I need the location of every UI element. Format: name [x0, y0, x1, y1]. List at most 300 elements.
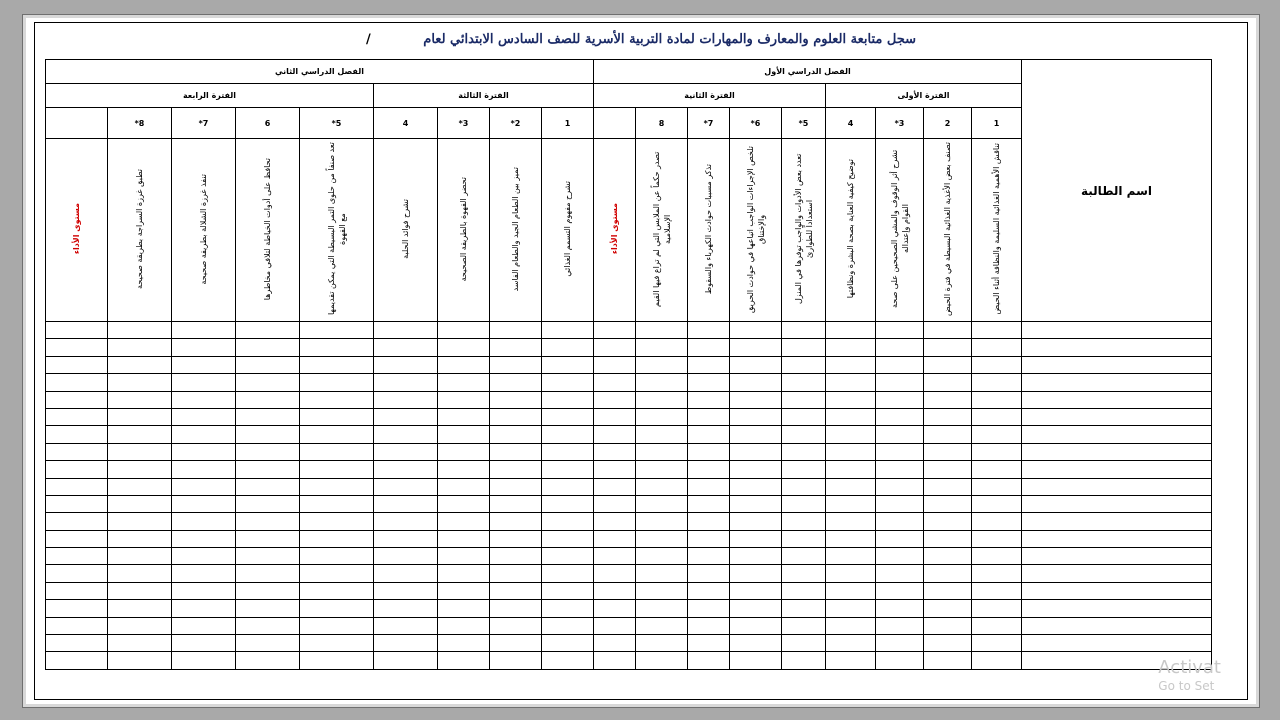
grade-cell[interactable]	[108, 408, 172, 425]
grade-cell[interactable]	[46, 443, 108, 460]
grade-cell[interactable]	[490, 548, 542, 565]
grade-cell[interactable]	[924, 582, 972, 599]
grade-cell[interactable]	[542, 339, 594, 356]
grade-cell[interactable]	[46, 530, 108, 547]
grade-cell[interactable]	[542, 617, 594, 634]
grade-cell[interactable]	[46, 478, 108, 495]
grade-cell[interactable]	[782, 426, 826, 443]
grade-cell[interactable]	[730, 652, 782, 669]
grade-cell[interactable]	[636, 652, 688, 669]
grade-cell[interactable]	[172, 617, 236, 634]
grade-cell[interactable]	[782, 339, 826, 356]
grade-cell[interactable]	[108, 461, 172, 478]
grade-cell[interactable]	[594, 374, 636, 391]
grade-cell[interactable]	[300, 582, 374, 599]
grade-cell[interactable]	[636, 356, 688, 373]
grade-cell[interactable]	[438, 443, 490, 460]
grade-cell[interactable]	[636, 530, 688, 547]
grade-cell[interactable]	[542, 426, 594, 443]
grade-cell[interactable]	[876, 408, 924, 425]
grade-cell[interactable]	[876, 478, 924, 495]
grade-cell[interactable]	[438, 478, 490, 495]
grade-cell[interactable]	[236, 495, 300, 512]
grade-cell[interactable]	[374, 391, 438, 408]
grade-cell[interactable]	[594, 443, 636, 460]
grade-cell[interactable]	[876, 582, 924, 599]
grade-cell[interactable]	[172, 513, 236, 530]
grade-cell[interactable]	[490, 426, 542, 443]
grade-cell[interactable]	[826, 635, 876, 652]
grade-cell[interactable]	[594, 652, 636, 669]
grade-cell[interactable]	[594, 408, 636, 425]
grade-cell[interactable]	[46, 495, 108, 512]
grade-cell[interactable]	[490, 408, 542, 425]
grade-cell[interactable]	[46, 408, 108, 425]
grade-cell[interactable]	[876, 513, 924, 530]
grade-cell[interactable]	[782, 461, 826, 478]
grade-cell[interactable]	[924, 443, 972, 460]
grade-cell[interactable]	[542, 565, 594, 582]
grade-cell[interactable]	[924, 426, 972, 443]
grade-cell[interactable]	[636, 582, 688, 599]
grade-cell[interactable]	[876, 339, 924, 356]
grade-cell[interactable]	[542, 478, 594, 495]
grade-cell[interactable]	[490, 600, 542, 617]
grade-cell[interactable]	[490, 635, 542, 652]
grade-cell[interactable]	[438, 513, 490, 530]
grade-cell[interactable]	[826, 530, 876, 547]
grade-cell[interactable]	[782, 374, 826, 391]
grade-cell[interactable]	[594, 478, 636, 495]
grade-cell[interactable]	[594, 530, 636, 547]
grade-cell[interactable]	[374, 426, 438, 443]
grade-cell[interactable]	[300, 356, 374, 373]
grade-cell[interactable]	[542, 530, 594, 547]
grade-cell[interactable]	[782, 600, 826, 617]
grade-cell[interactable]	[374, 443, 438, 460]
grade-cell[interactable]	[236, 617, 300, 634]
grade-cell[interactable]	[490, 495, 542, 512]
grade-cell[interactable]	[172, 565, 236, 582]
grade-cell[interactable]	[924, 600, 972, 617]
grade-cell[interactable]	[826, 356, 876, 373]
grade-cell[interactable]	[636, 443, 688, 460]
grade-cell[interactable]	[972, 600, 1022, 617]
grade-cell[interactable]	[46, 582, 108, 599]
grade-cell[interactable]	[730, 478, 782, 495]
grade-cell[interactable]	[374, 530, 438, 547]
grade-cell[interactable]	[108, 617, 172, 634]
grade-cell[interactable]	[490, 443, 542, 460]
grade-cell[interactable]	[636, 495, 688, 512]
grade-cell[interactable]	[490, 617, 542, 634]
grade-cell[interactable]	[108, 356, 172, 373]
grade-cell[interactable]	[730, 339, 782, 356]
grade-cell[interactable]	[438, 617, 490, 634]
grade-cell[interactable]	[300, 548, 374, 565]
grade-cell[interactable]	[924, 374, 972, 391]
grade-cell[interactable]	[300, 443, 374, 460]
grade-cell[interactable]	[108, 322, 172, 339]
grade-cell[interactable]	[594, 495, 636, 512]
grade-cell[interactable]	[972, 530, 1022, 547]
grade-cell[interactable]	[490, 461, 542, 478]
grade-cell[interactable]	[594, 391, 636, 408]
grade-cell[interactable]	[594, 600, 636, 617]
grade-cell[interactable]	[490, 339, 542, 356]
grade-cell[interactable]	[924, 356, 972, 373]
grade-cell[interactable]	[374, 478, 438, 495]
grade-cell[interactable]	[782, 443, 826, 460]
grade-cell[interactable]	[46, 461, 108, 478]
grade-cell[interactable]	[924, 635, 972, 652]
grade-cell[interactable]	[172, 322, 236, 339]
grade-cell[interactable]	[876, 322, 924, 339]
grade-cell[interactable]	[438, 530, 490, 547]
grade-cell[interactable]	[876, 548, 924, 565]
grade-cell[interactable]	[236, 565, 300, 582]
grade-cell[interactable]	[594, 356, 636, 373]
grade-cell[interactable]	[542, 495, 594, 512]
grade-cell[interactable]	[108, 530, 172, 547]
grade-cell[interactable]	[730, 582, 782, 599]
grade-cell[interactable]	[46, 356, 108, 373]
grade-cell[interactable]	[46, 322, 108, 339]
grade-cell[interactable]	[236, 443, 300, 460]
grade-cell[interactable]	[636, 478, 688, 495]
grade-cell[interactable]	[636, 408, 688, 425]
grade-cell[interactable]	[730, 461, 782, 478]
grade-cell[interactable]	[542, 391, 594, 408]
grade-cell[interactable]	[300, 478, 374, 495]
grade-cell[interactable]	[730, 495, 782, 512]
grade-cell[interactable]	[490, 374, 542, 391]
grade-cell[interactable]	[236, 461, 300, 478]
student-name-cell[interactable]	[1022, 408, 1212, 425]
grade-cell[interactable]	[438, 565, 490, 582]
grade-cell[interactable]	[172, 391, 236, 408]
grade-cell[interactable]	[438, 426, 490, 443]
grade-cell[interactable]	[172, 635, 236, 652]
grade-cell[interactable]	[972, 635, 1022, 652]
grade-cell[interactable]	[438, 582, 490, 599]
grade-cell[interactable]	[300, 530, 374, 547]
grade-cell[interactable]	[972, 478, 1022, 495]
grade-cell[interactable]	[542, 635, 594, 652]
grade-cell[interactable]	[374, 513, 438, 530]
grade-cell[interactable]	[542, 582, 594, 599]
grade-cell[interactable]	[782, 548, 826, 565]
grade-cell[interactable]	[730, 356, 782, 373]
grade-cell[interactable]	[236, 339, 300, 356]
grade-cell[interactable]	[490, 322, 542, 339]
grade-cell[interactable]	[924, 565, 972, 582]
grade-cell[interactable]	[876, 565, 924, 582]
grade-cell[interactable]	[730, 391, 782, 408]
grade-cell[interactable]	[438, 652, 490, 669]
grade-cell[interactable]	[490, 356, 542, 373]
grade-cell[interactable]	[374, 374, 438, 391]
grade-cell[interactable]	[108, 495, 172, 512]
grade-cell[interactable]	[782, 356, 826, 373]
grade-cell[interactable]	[374, 339, 438, 356]
student-name-cell[interactable]	[1022, 617, 1212, 634]
grade-cell[interactable]	[636, 339, 688, 356]
grade-cell[interactable]	[108, 339, 172, 356]
grade-cell[interactable]	[782, 495, 826, 512]
grade-cell[interactable]	[594, 339, 636, 356]
grade-cell[interactable]	[108, 652, 172, 669]
grade-cell[interactable]	[300, 322, 374, 339]
grade-cell[interactable]	[438, 635, 490, 652]
grade-cell[interactable]	[688, 339, 730, 356]
student-name-cell[interactable]	[1022, 356, 1212, 373]
grade-cell[interactable]	[542, 322, 594, 339]
grade-cell[interactable]	[826, 426, 876, 443]
grade-cell[interactable]	[688, 652, 730, 669]
grade-cell[interactable]	[636, 635, 688, 652]
grade-cell[interactable]	[782, 617, 826, 634]
grade-cell[interactable]	[730, 600, 782, 617]
grade-cell[interactable]	[730, 530, 782, 547]
grade-cell[interactable]	[688, 548, 730, 565]
grade-cell[interactable]	[876, 356, 924, 373]
grade-cell[interactable]	[108, 513, 172, 530]
grade-cell[interactable]	[688, 322, 730, 339]
grade-cell[interactable]	[172, 356, 236, 373]
grade-cell[interactable]	[300, 635, 374, 652]
grade-cell[interactable]	[438, 600, 490, 617]
grade-cell[interactable]	[172, 652, 236, 669]
grade-cell[interactable]	[236, 548, 300, 565]
grade-cell[interactable]	[972, 443, 1022, 460]
grade-cell[interactable]	[636, 548, 688, 565]
grade-cell[interactable]	[876, 652, 924, 669]
grade-cell[interactable]	[374, 600, 438, 617]
grade-cell[interactable]	[826, 565, 876, 582]
grade-cell[interactable]	[374, 617, 438, 634]
grade-cell[interactable]	[438, 356, 490, 373]
grade-cell[interactable]	[542, 600, 594, 617]
grade-cell[interactable]	[46, 548, 108, 565]
grade-cell[interactable]	[972, 652, 1022, 669]
grade-cell[interactable]	[636, 461, 688, 478]
grade-cell[interactable]	[924, 495, 972, 512]
grade-cell[interactable]	[876, 600, 924, 617]
grade-cell[interactable]	[688, 530, 730, 547]
grade-cell[interactable]	[374, 652, 438, 669]
grade-cell[interactable]	[594, 582, 636, 599]
grade-cell[interactable]	[924, 339, 972, 356]
grade-cell[interactable]	[782, 565, 826, 582]
grade-cell[interactable]	[490, 565, 542, 582]
student-name-cell[interactable]	[1022, 635, 1212, 652]
grade-cell[interactable]	[876, 617, 924, 634]
grade-cell[interactable]	[826, 391, 876, 408]
grade-cell[interactable]	[108, 443, 172, 460]
student-name-cell[interactable]	[1022, 461, 1212, 478]
grade-cell[interactable]	[594, 548, 636, 565]
grade-cell[interactable]	[542, 408, 594, 425]
grade-cell[interactable]	[730, 443, 782, 460]
grade-cell[interactable]	[542, 356, 594, 373]
grade-cell[interactable]	[236, 478, 300, 495]
grade-cell[interactable]	[826, 652, 876, 669]
grade-cell[interactable]	[636, 617, 688, 634]
grade-cell[interactable]	[826, 322, 876, 339]
grade-cell[interactable]	[300, 426, 374, 443]
grade-cell[interactable]	[924, 461, 972, 478]
grade-cell[interactable]	[876, 635, 924, 652]
grade-cell[interactable]	[438, 408, 490, 425]
grade-cell[interactable]	[730, 322, 782, 339]
grade-cell[interactable]	[374, 495, 438, 512]
grade-cell[interactable]	[688, 582, 730, 599]
grade-cell[interactable]	[108, 478, 172, 495]
grade-cell[interactable]	[374, 408, 438, 425]
grade-cell[interactable]	[300, 495, 374, 512]
grade-cell[interactable]	[826, 408, 876, 425]
grade-cell[interactable]	[236, 356, 300, 373]
grade-cell[interactable]	[876, 530, 924, 547]
grade-cell[interactable]	[826, 600, 876, 617]
grade-cell[interactable]	[924, 408, 972, 425]
student-name-cell[interactable]	[1022, 426, 1212, 443]
grade-cell[interactable]	[300, 408, 374, 425]
grade-cell[interactable]	[490, 652, 542, 669]
grade-cell[interactable]	[782, 530, 826, 547]
grade-cell[interactable]	[236, 635, 300, 652]
grade-cell[interactable]	[172, 426, 236, 443]
student-name-cell[interactable]	[1022, 582, 1212, 599]
grade-cell[interactable]	[542, 461, 594, 478]
grade-cell[interactable]	[542, 652, 594, 669]
grade-cell[interactable]	[972, 513, 1022, 530]
grade-cell[interactable]	[688, 617, 730, 634]
student-name-cell[interactable]	[1022, 322, 1212, 339]
grade-cell[interactable]	[236, 600, 300, 617]
grade-cell[interactable]	[782, 391, 826, 408]
grade-cell[interactable]	[826, 617, 876, 634]
student-name-cell[interactable]	[1022, 513, 1212, 530]
grade-cell[interactable]	[636, 426, 688, 443]
grade-cell[interactable]	[594, 565, 636, 582]
grade-cell[interactable]	[46, 652, 108, 669]
grade-cell[interactable]	[172, 582, 236, 599]
grade-cell[interactable]	[46, 565, 108, 582]
grade-cell[interactable]	[46, 339, 108, 356]
grade-cell[interactable]	[688, 635, 730, 652]
grade-cell[interactable]	[374, 582, 438, 599]
grade-cell[interactable]	[46, 426, 108, 443]
grade-cell[interactable]	[688, 513, 730, 530]
grade-cell[interactable]	[172, 600, 236, 617]
grade-cell[interactable]	[972, 582, 1022, 599]
grade-cell[interactable]	[374, 565, 438, 582]
grade-cell[interactable]	[688, 565, 730, 582]
grade-cell[interactable]	[972, 356, 1022, 373]
grade-cell[interactable]	[236, 652, 300, 669]
grade-cell[interactable]	[374, 635, 438, 652]
student-name-cell[interactable]	[1022, 600, 1212, 617]
grade-cell[interactable]	[438, 322, 490, 339]
grade-cell[interactable]	[636, 391, 688, 408]
grade-cell[interactable]	[594, 513, 636, 530]
grade-cell[interactable]	[636, 513, 688, 530]
grade-cell[interactable]	[972, 339, 1022, 356]
grade-cell[interactable]	[826, 443, 876, 460]
grade-cell[interactable]	[374, 356, 438, 373]
grade-cell[interactable]	[594, 461, 636, 478]
grade-cell[interactable]	[972, 408, 1022, 425]
grade-cell[interactable]	[826, 495, 876, 512]
student-name-cell[interactable]	[1022, 565, 1212, 582]
grade-cell[interactable]	[636, 374, 688, 391]
grade-cell[interactable]	[172, 530, 236, 547]
grade-cell[interactable]	[730, 408, 782, 425]
grade-cell[interactable]	[972, 495, 1022, 512]
grade-cell[interactable]	[924, 530, 972, 547]
grade-cell[interactable]	[972, 322, 1022, 339]
grade-cell[interactable]	[108, 374, 172, 391]
grade-cell[interactable]	[972, 565, 1022, 582]
grade-cell[interactable]	[236, 530, 300, 547]
grade-cell[interactable]	[826, 461, 876, 478]
grade-cell[interactable]	[374, 461, 438, 478]
student-name-cell[interactable]	[1022, 443, 1212, 460]
grade-cell[interactable]	[688, 356, 730, 373]
grade-cell[interactable]	[782, 408, 826, 425]
grade-cell[interactable]	[826, 339, 876, 356]
grade-cell[interactable]	[300, 339, 374, 356]
grade-cell[interactable]	[172, 374, 236, 391]
grade-cell[interactable]	[374, 548, 438, 565]
grade-cell[interactable]	[730, 617, 782, 634]
grade-cell[interactable]	[972, 426, 1022, 443]
grade-cell[interactable]	[300, 652, 374, 669]
grade-cell[interactable]	[782, 478, 826, 495]
grade-cell[interactable]	[688, 426, 730, 443]
grade-cell[interactable]	[924, 617, 972, 634]
grade-cell[interactable]	[46, 374, 108, 391]
grade-cell[interactable]	[876, 495, 924, 512]
grade-cell[interactable]	[108, 565, 172, 582]
grade-cell[interactable]	[924, 322, 972, 339]
grade-cell[interactable]	[876, 461, 924, 478]
grade-cell[interactable]	[972, 374, 1022, 391]
grade-cell[interactable]	[924, 513, 972, 530]
grade-cell[interactable]	[108, 548, 172, 565]
student-name-cell[interactable]	[1022, 495, 1212, 512]
grade-cell[interactable]	[490, 530, 542, 547]
grade-cell[interactable]	[594, 322, 636, 339]
grade-cell[interactable]	[924, 652, 972, 669]
grade-cell[interactable]	[46, 600, 108, 617]
grade-cell[interactable]	[300, 391, 374, 408]
grade-cell[interactable]	[46, 635, 108, 652]
grade-cell[interactable]	[688, 374, 730, 391]
grade-cell[interactable]	[594, 617, 636, 634]
grade-cell[interactable]	[438, 374, 490, 391]
grade-cell[interactable]	[172, 495, 236, 512]
student-name-cell[interactable]	[1022, 548, 1212, 565]
grade-cell[interactable]	[730, 548, 782, 565]
grade-cell[interactable]	[172, 408, 236, 425]
grade-cell[interactable]	[636, 322, 688, 339]
grade-cell[interactable]	[972, 617, 1022, 634]
grade-cell[interactable]	[688, 443, 730, 460]
grade-cell[interactable]	[594, 635, 636, 652]
